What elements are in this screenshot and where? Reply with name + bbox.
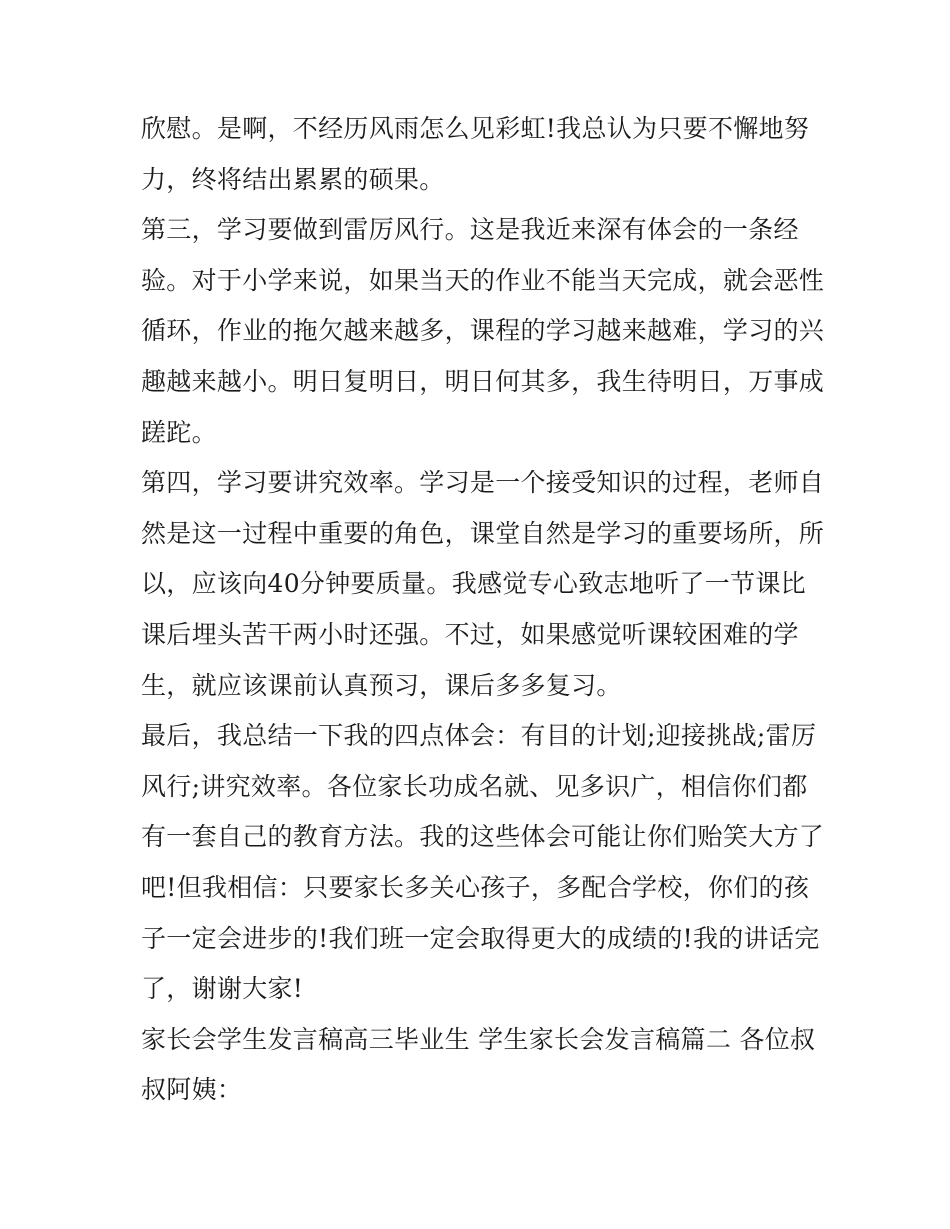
text-line: 生，就应该课前认真预习，课后多多复习。 [141, 670, 622, 700]
text-line: 第四，学习要讲究效率。学习是一个接受知识的过程，老师自 [141, 468, 825, 498]
body-text [141, 104, 825, 1116]
text-line: 子一定会进步的!我们班一定会取得更大的成绩的!我的讲话完 [141, 923, 820, 953]
text-line: 验。对于小学来说，如果当天的作业不能当天完成，就会恶性 [141, 265, 825, 295]
text-line: 吧!但我相信：只要家长多关心孩子，多配合学校，你们的孩 [141, 872, 810, 902]
text-line: 以，应该向40分钟要质量。我感觉专心致志地听了一节课比 [141, 569, 806, 599]
text-line: 蹉跎。 [141, 417, 217, 447]
text-line: 欣慰。是啊，不经历风雨怎么见彩虹!我总认为只要不懈地努 [141, 114, 810, 143]
text-line: 风行;讲究效率。各位家长功成名就、见多识广，相信你们都 [141, 771, 808, 801]
text-line: 课后埋头苦干两小时还强。不过，如果感觉听课较困难的学 [141, 619, 799, 649]
text-line: 家长会学生发言稿高三毕业生 学生家长会发言稿篇二 各位叔 [141, 1024, 816, 1054]
text-line: 循环，作业的拖欠越来越多，课程的学习越来越难，学习的兴 [141, 316, 825, 346]
text-line: 然是这一过程中重要的角色，课堂自然是学习的重要场所，所 [141, 518, 825, 548]
text-line: 最后，我总结一下我的四点体会：有目的计划;迎接挑战;雷厉 [141, 721, 817, 751]
text-line: 力，终将结出累累的硕果。 [141, 164, 445, 194]
text-line: 趣越来越小。明日复明日，明日何其多，我生待明日，万事成 [141, 366, 825, 396]
text-line: 有一套自己的教育方法。我的这些体会可能让你们贻笑大方了 [141, 822, 825, 852]
text-line: 第三，学习要做到雷厉风行。这是我近来深有体会的一条经 [141, 215, 799, 245]
text-line: 叔阿姨： [141, 1075, 243, 1105]
text-line: 了，谢谢大家! [141, 974, 304, 1004]
